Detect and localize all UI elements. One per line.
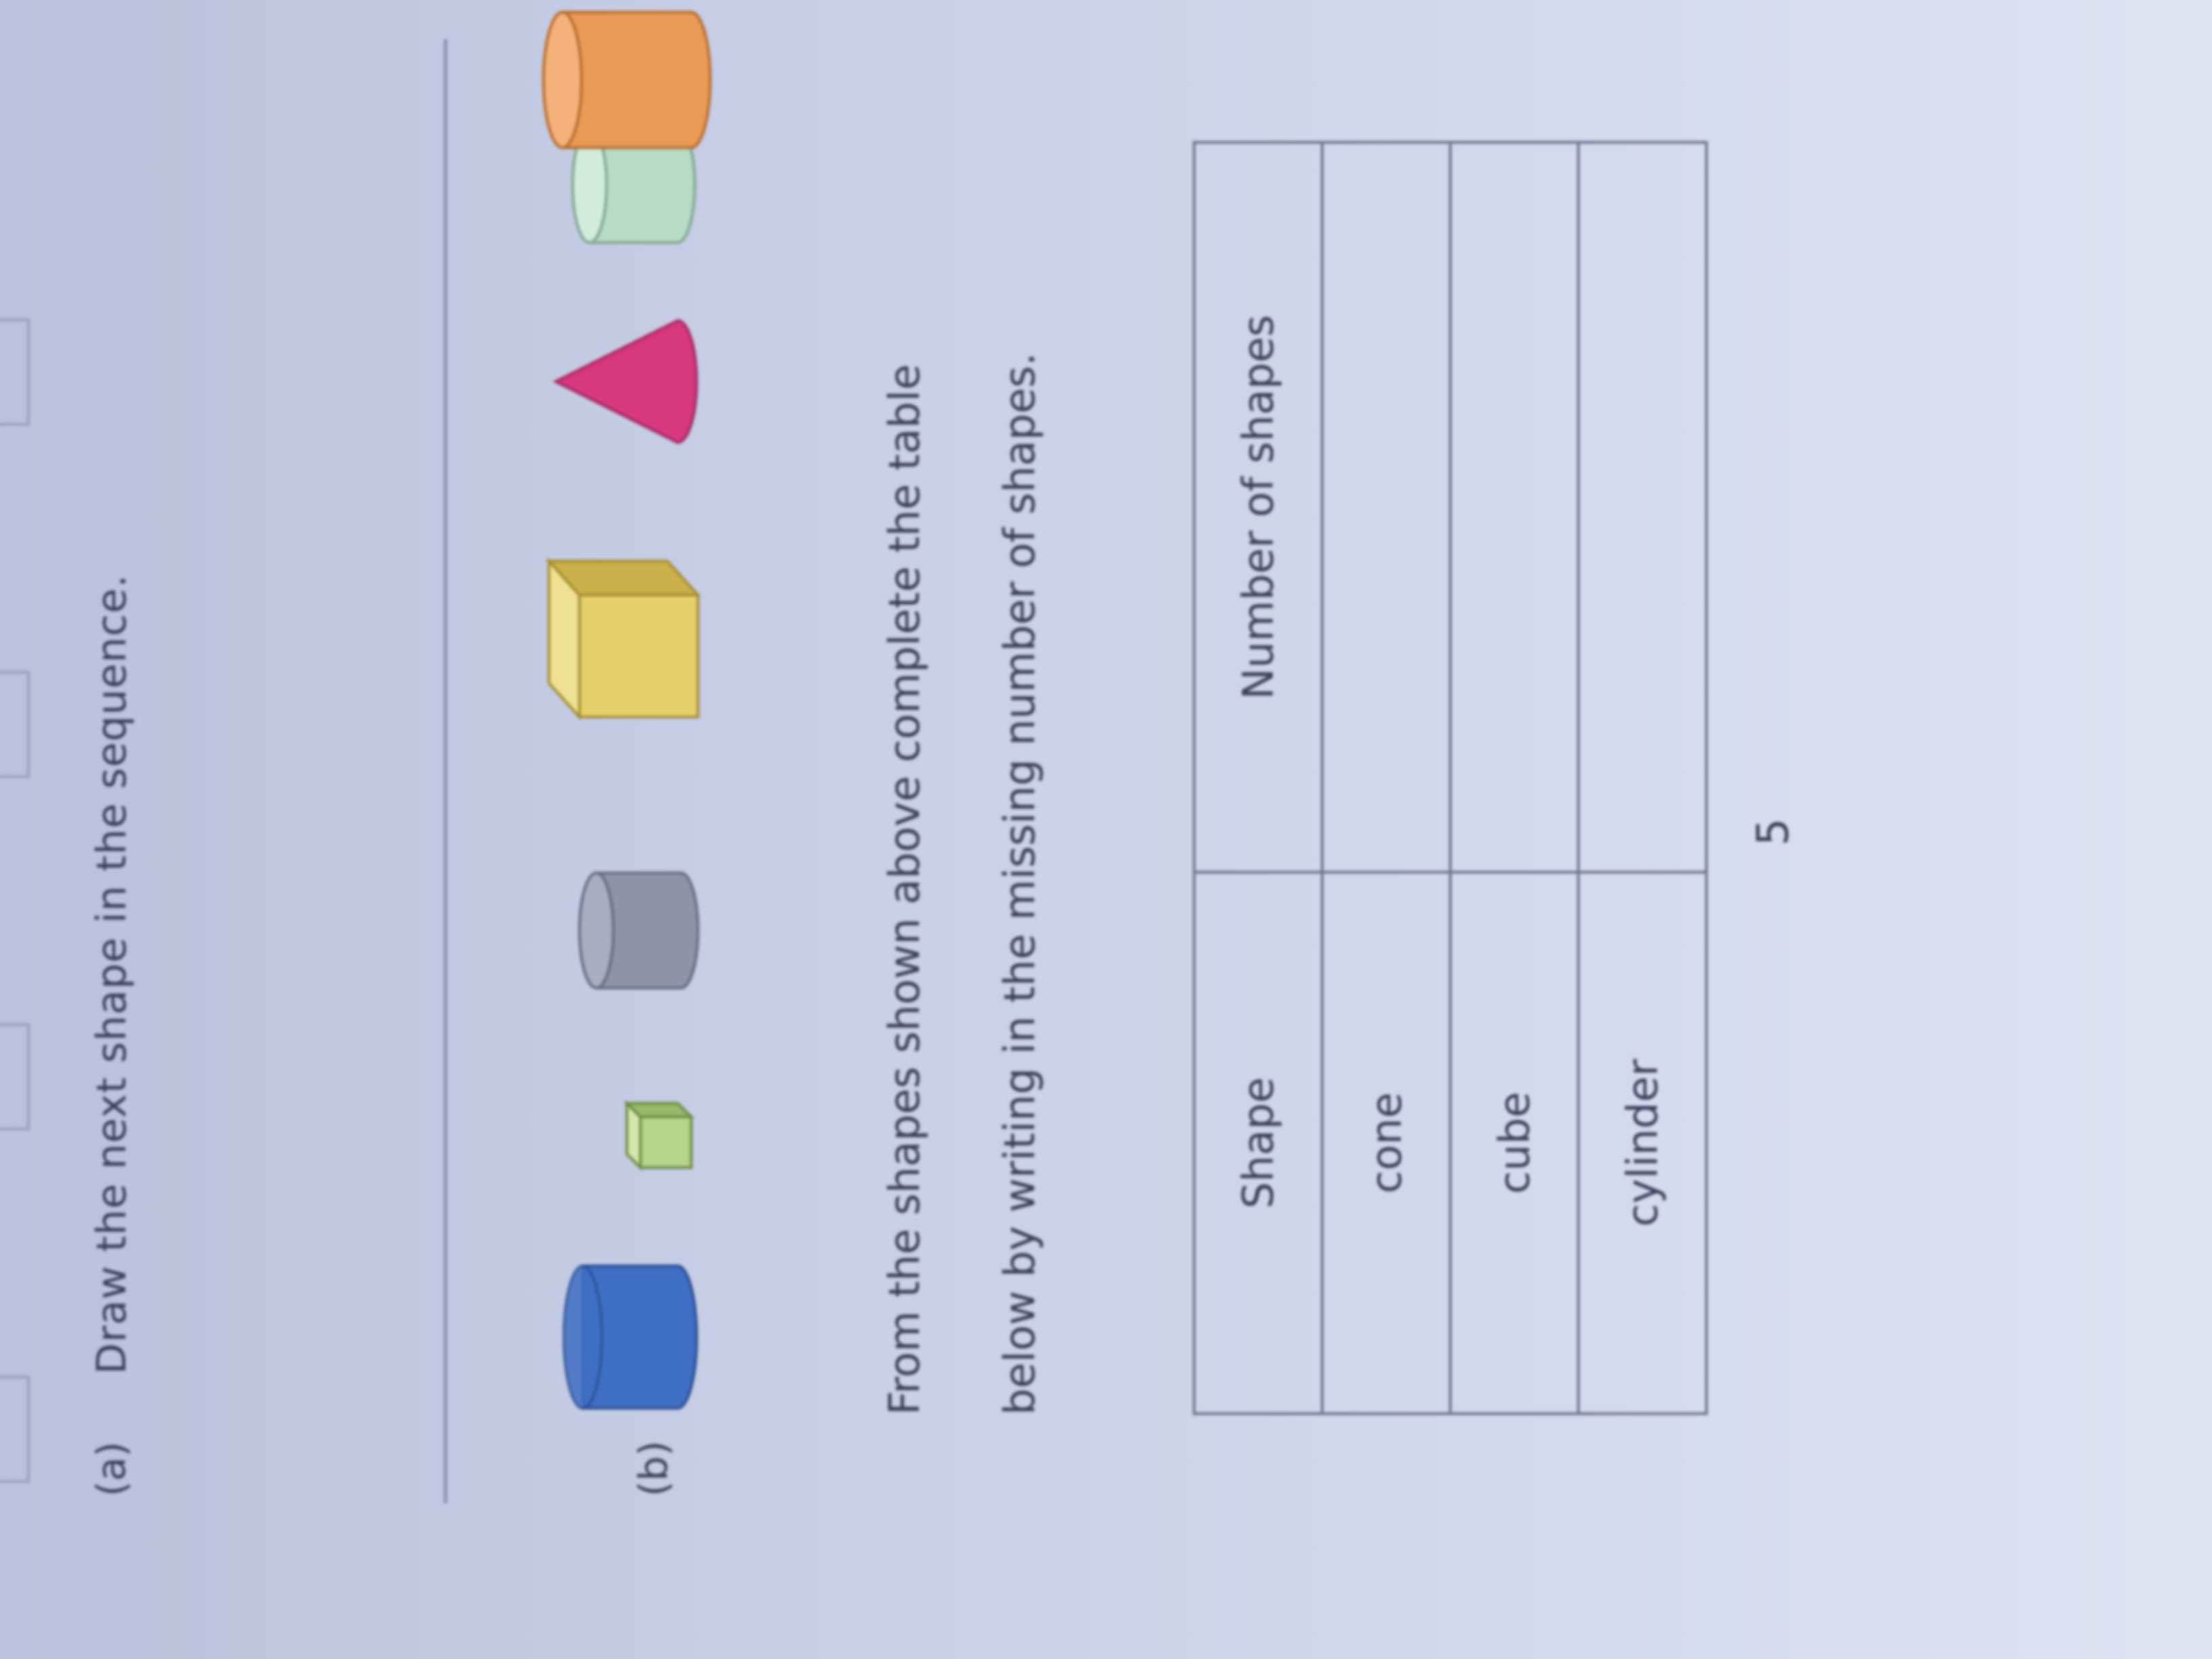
green-cube-icon — [623, 1097, 698, 1171]
header-shape: Shape — [1194, 872, 1322, 1414]
answer-box — [0, 319, 30, 426]
shape-sequence — [529, 0, 718, 1415]
part-a-label: (a) — [88, 1441, 134, 1496]
table-row — [1578, 142, 1706, 1414]
row-shape-label: cube — [1450, 872, 1578, 1414]
part-b-instruction — [847, 0, 1078, 1415]
table-header-row — [1194, 142, 1322, 1414]
row-count-cell[interactable] — [1450, 142, 1578, 872]
header-number-of-shapes: Number of shapes — [1194, 142, 1322, 872]
row-count-cell[interactable] — [1322, 142, 1450, 872]
part-a-instruction: Draw the next shape in the sequence. — [88, 574, 136, 1374]
yellow-cube-icon — [542, 548, 705, 724]
row-count-cell[interactable] — [1578, 142, 1706, 872]
pink-cone-icon — [549, 310, 705, 453]
answer-box — [0, 1376, 30, 1483]
previous-question-boxes — [0, 127, 41, 1483]
table-row — [1322, 142, 1450, 1414]
part-b-label: (b) — [630, 1440, 676, 1496]
orange-cylinder-icon — [535, 5, 718, 155]
page-number: 5 — [1748, 818, 1799, 846]
part-b-instruction-line2: below by writing in the missing number of shapes. — [995, 352, 1044, 1415]
answer-line[interactable] — [444, 39, 447, 1503]
table-row — [1450, 142, 1578, 1414]
answer-box — [0, 1023, 30, 1130]
row-shape-label: cone — [1322, 872, 1450, 1414]
grey-cylinder-icon — [569, 866, 705, 995]
row-shape-label: cylinder — [1578, 872, 1706, 1414]
shape-count-table — [1193, 141, 1708, 1415]
blue-cylinder-icon — [542, 1259, 705, 1415]
answer-box — [0, 671, 30, 778]
part-b-instruction-line1: From the shapes shown above complete the table — [880, 364, 929, 1415]
